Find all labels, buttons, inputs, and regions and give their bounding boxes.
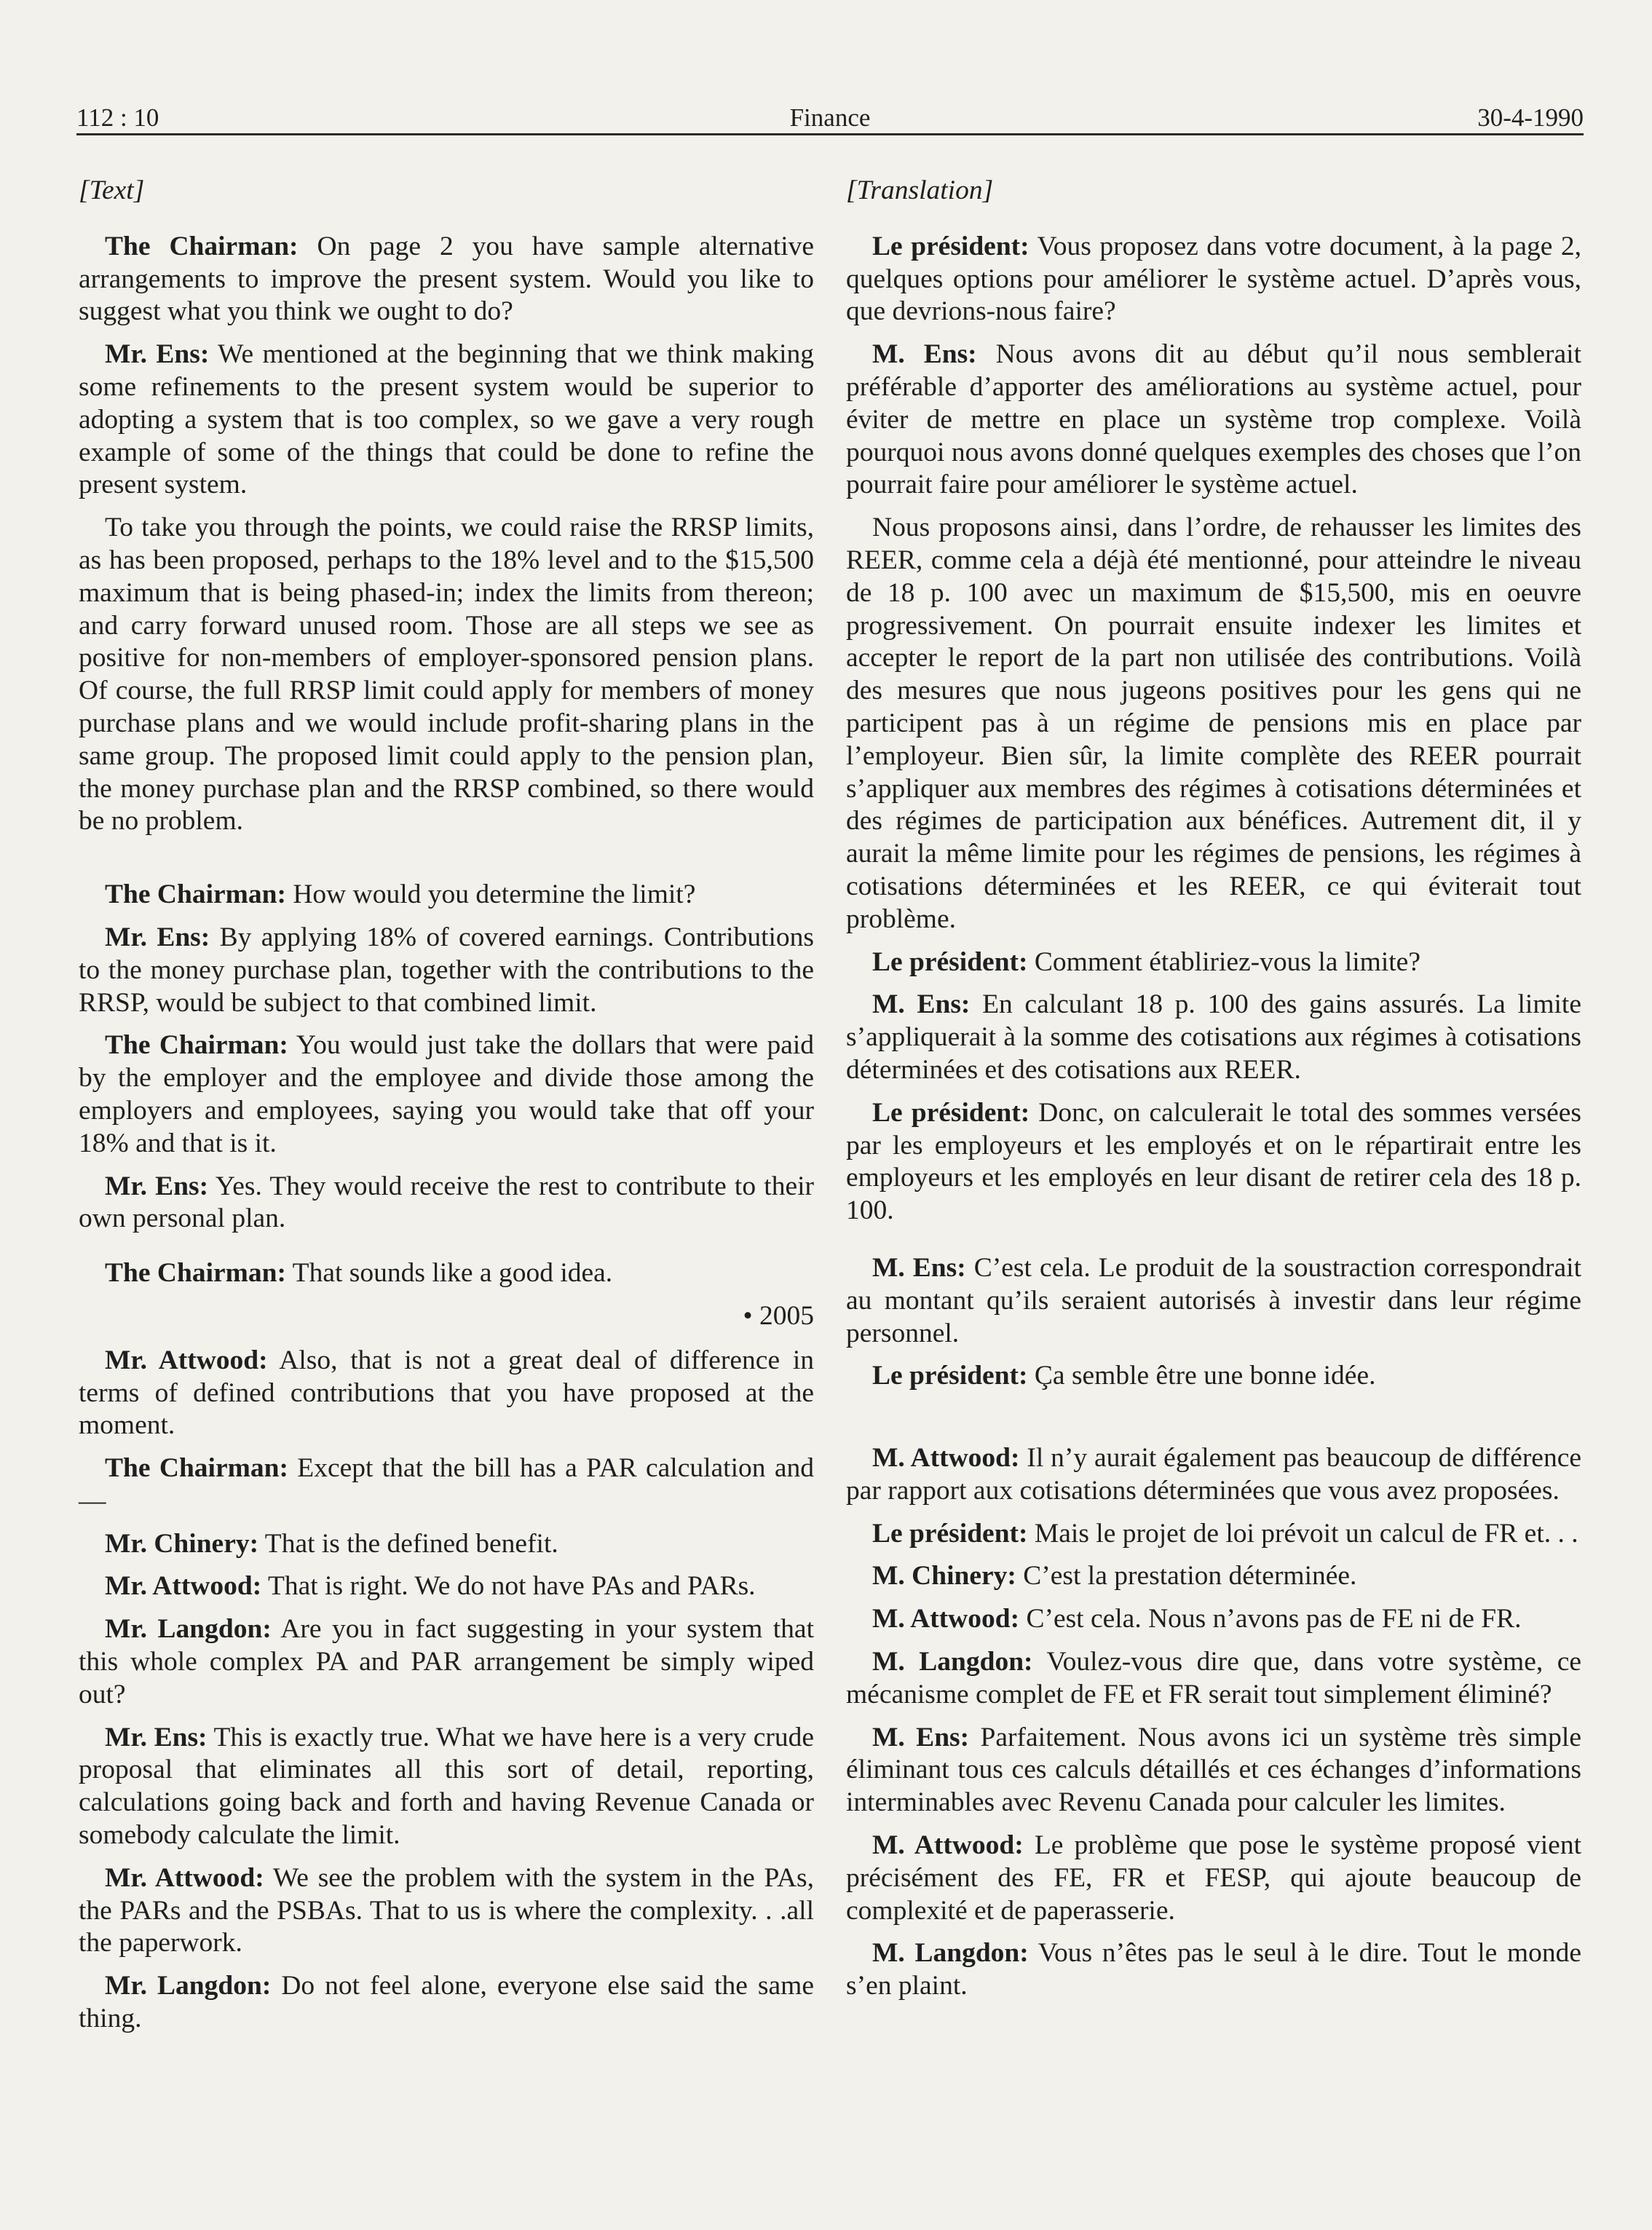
speaker: M. Langdon: [872, 1647, 1033, 1677]
paragraph-text: Nous avons dit au début qu’il nous semblerait préférable d’apporter des améliorations au système actuel, pour éviter de mettre en place un système trop complexe. Voilà pourquoi nous avons donné quelques exemples des choses que l’on pourrait faire pour améliorer le système actuel. [846, 339, 1582, 500]
speaker: M. Langdon: [872, 1938, 1029, 1969]
paragraph-text: C’est cela. Nous n’avons pas de FE ni de FR. [1019, 1604, 1522, 1634]
paragraph [79, 1345, 814, 1442]
speaker: M. Attwood: [872, 1443, 1020, 1474]
french-column [846, 175, 1581, 2013]
paragraph-text: Do not feel alone, everyone else said the same thing. [79, 1971, 814, 2034]
speaker: M. Attwood: [872, 1830, 1024, 1861]
column-label: [Text] [79, 175, 145, 205]
paragraph-text: Voulez-vous dire que, dans votre système, ce mécanisme complet de FE et FR serait tout simplement éliminé? [846, 1647, 1581, 1709]
paragraph [79, 1570, 814, 1603]
speaker: Mr. Langdon: [105, 1614, 272, 1645]
paragraph [79, 512, 814, 838]
paragraph-text: On page 2 you have sample alternative arrangements to improve the present system. Would you like to suggest what you think we ought to do? [79, 231, 815, 327]
paragraph [79, 1257, 814, 1290]
speaker: M. Ens: [872, 989, 971, 1020]
paragraph-text: Il n’y aurait également pas beaucoup de différence par rapport aux cotisations déterminées que vous avez proposées. [846, 1443, 1581, 1506]
speaker: Mr. Ens: [105, 1171, 209, 1201]
speaker: Le président: [872, 946, 1028, 977]
paragraph [846, 1518, 1581, 1551]
paragraph-text: We mentioned at the beginning that we think making some refinements to the present system would be superior to adopting a system that is too complex, so we gave a very rough example of some of the things that could be done to refine the present system. [79, 339, 814, 500]
paragraph-text: C’est la prestation déterminée. [1016, 1561, 1357, 1592]
speaker: Le président: [872, 1097, 1030, 1128]
paragraph-text: Donc, on calculerait le total des sommes versées par les employeurs et les employés et on le répartirait entre les employeurs et les employés en leur disant de retirer cela des 18 p. 100. [846, 1097, 1581, 1226]
paragraph [846, 1646, 1581, 1712]
speaker: Mr. Ens: [105, 922, 210, 952]
paragraph [79, 1528, 814, 1561]
paragraph-text: That sounds like a good idea. [285, 1258, 613, 1289]
paragraph-text: This is exactly true. What we have here is a very crude proposal that eliminates all this sort of detail, reporting, calculations going back and forth and having Revenue Canada or somebody calculate the limit. [79, 1722, 815, 1851]
paragraph [79, 1613, 814, 1711]
english-column [79, 175, 814, 2046]
paragraph [79, 922, 814, 1019]
speaker: The Chairman: [105, 879, 286, 910]
speaker: Le président: [872, 231, 1029, 261]
paragraph-text: Parfaitement. Nous avons ici un système très simple éliminant tous ces calculs détaillés et ces échanges d’informations interminables avec Revenu Canada pour calculer les limites. [846, 1722, 1581, 1818]
paragraph-text: You would just take the dollars that were paid by the employer and the employee and divide those among the employers and employees, saying you would take that off your 18% and that is it. [79, 1030, 815, 1158]
page-title: Finance [789, 103, 871, 132]
page-number: 112 : 10 [76, 103, 159, 132]
speaker: M. Ens: [872, 1722, 970, 1752]
paragraph-text: En calculant 18 p. 100 des gains assurés. La limite s’appliquerait à la somme des cotisations aux régimes à cotisations déterminées et des cotisations aux REER. [846, 989, 1581, 1085]
paragraph-text: Also, that is not a great deal of difference in terms of defined contributions that you have proposed at the moment. [79, 1345, 815, 1441]
speaker: Mr. Chinery: [105, 1528, 259, 1559]
speaker: Mr. Ens: [105, 1722, 208, 1752]
paragraph-text: How would you determine the limit? [285, 879, 696, 910]
paragraph-text: Except that the bill has a PAR calculation and— [79, 1453, 815, 1516]
paragraph-text: Comment établiriez-vous la limite? [1027, 946, 1420, 977]
paragraph [79, 1452, 814, 1518]
speaker: M. Ens: [872, 1252, 966, 1283]
time-marker: • 2005 [743, 1300, 814, 1331]
paragraph [846, 1830, 1581, 1927]
paragraph [846, 1937, 1581, 2003]
header-rule [76, 133, 1584, 135]
speaker: M. Chinery: [872, 1561, 1016, 1592]
paragraph [846, 946, 1581, 979]
speaker: Mr. Attwood: [105, 1571, 262, 1602]
paragraph [79, 1029, 814, 1160]
paragraph-text: Yes. They would receive the rest to contribute to their own personal plan. [79, 1171, 815, 1234]
paragraph-text: Ça semble être une bonne idée. [1027, 1361, 1376, 1391]
paragraph [846, 231, 1581, 328]
paragraph [846, 339, 1581, 502]
paragraph-text: That is the defined benefit. [258, 1528, 558, 1559]
speaker: The Chairman: [105, 1258, 286, 1289]
paragraph-text: Le problème que pose le système proposé vient précisément des FE, FR et FESP, qui ajoute beaucoup de complexité et de paperasserie. [846, 1830, 1581, 1926]
paragraph-text: Vous n’êtes pas le seul à le dire. Tout le monde s’en plaint. [846, 1938, 1581, 2001]
paragraph [846, 1252, 1581, 1350]
speaker: Mr. Attwood: [105, 1862, 264, 1893]
paragraph-text: Are you in fact suggesting in your system that this whole complex PA and PAR arrangement be simply wiped out? [79, 1614, 814, 1709]
speaker: Mr. Attwood: [105, 1345, 268, 1375]
paragraph-text: Vous proposez dans votre document, à la page 2, quelques options pour améliorer le système actuel. D’après vous, que devrions-nous faire? [846, 231, 1581, 327]
speaker: Mr. Langdon: [105, 1971, 272, 2001]
speaker: M. Attwood: [872, 1604, 1020, 1634]
paragraph-text: By applying 18% of covered earnings. Contributions to the money purchase plan, together with the contributions to the RRSP, would be subject to that combined limit. [79, 922, 814, 1018]
speaker: M. Ens: [872, 339, 977, 370]
paragraph-text: To take you through the points, we could raise the RRSP limits, as has been proposed, perhaps to the 18% level and to the $15,500 maximum that is being phased-in; index the limits from thereon; and carry forward unused room. Those are all steps we see as positive for non-members of employer-sponsored pension plans. Of course, the full RRSP limit could apply for members of money purchase plans and we would include profit-sharing plans in the same group. The proposed limit could apply to the pension plan, the money purchase plan and the RRSP combined, so there would be no problem. [79, 513, 814, 837]
paragraph-text: Nous proposons ainsi, dans l’ordre, de rehausser les limites des REER, comme cela a déjà été mentionné, pour atteindre le niveau de 18 p. 100 avec un maximum de $15,500, mis en oeuvre progressivement. On pourrait ensuite indexer les limites et accepter le report de la part non utilisée des contributions. Voilà des mesures que nous jugeons positives pour les gens qui ne participent pas à un régime de pensions mis en place par l’employeur. Bien sûr, la limite complète des REER pourrait s’appliquer aux membres des régimes à cotisations déterminées et des régimes de participation aux bénéfices. Autrement dit, il y aurait la même limite pour les régimes de pensions, les régimes à cotisations déterminées et les REER, ce qui éviterait tout problème. [846, 513, 1581, 934]
paragraph [79, 231, 814, 328]
speaker: The Chairman: [105, 1030, 288, 1061]
paragraph [79, 879, 814, 912]
paragraph [846, 1097, 1581, 1227]
paragraph-text: We see the problem with the system in the PAs, the PARs and the PSBAs. That to us is where the complexity. . .all the paperwork. [79, 1862, 814, 1958]
paragraph [846, 1360, 1581, 1393]
speaker: The Chairman: [105, 231, 299, 261]
speaker: Le président: [872, 1361, 1028, 1391]
paragraph [79, 1722, 814, 1852]
paragraph-text: That is right. We do not have PAs and PARs. [261, 1571, 756, 1602]
column-label: [Translation] [846, 175, 994, 205]
paragraph [846, 512, 1581, 936]
page-date: 30-4-1990 [1477, 103, 1584, 132]
paragraph [846, 1442, 1581, 1508]
paragraph [79, 1970, 814, 2036]
paragraph [79, 1171, 814, 1236]
paragraph [846, 1722, 1581, 1819]
paragraph [846, 1560, 1581, 1593]
paragraph-text: C’est cela. Le produit de la soustraction correspondrait au montant qu’ils seraient autorisés à investir dans leur régime personnel. [846, 1252, 1581, 1348]
speaker: Mr. Ens: [105, 339, 210, 370]
paragraph [79, 1862, 814, 1960]
paragraph [79, 339, 814, 502]
paragraph-text: Mais le projet de loi prévoit un calcul de FR et. . . [1027, 1518, 1578, 1549]
paragraph [846, 989, 1581, 1086]
speaker: The Chairman: [105, 1453, 288, 1484]
paragraph [846, 1603, 1581, 1636]
speaker: Le président: [872, 1518, 1028, 1549]
